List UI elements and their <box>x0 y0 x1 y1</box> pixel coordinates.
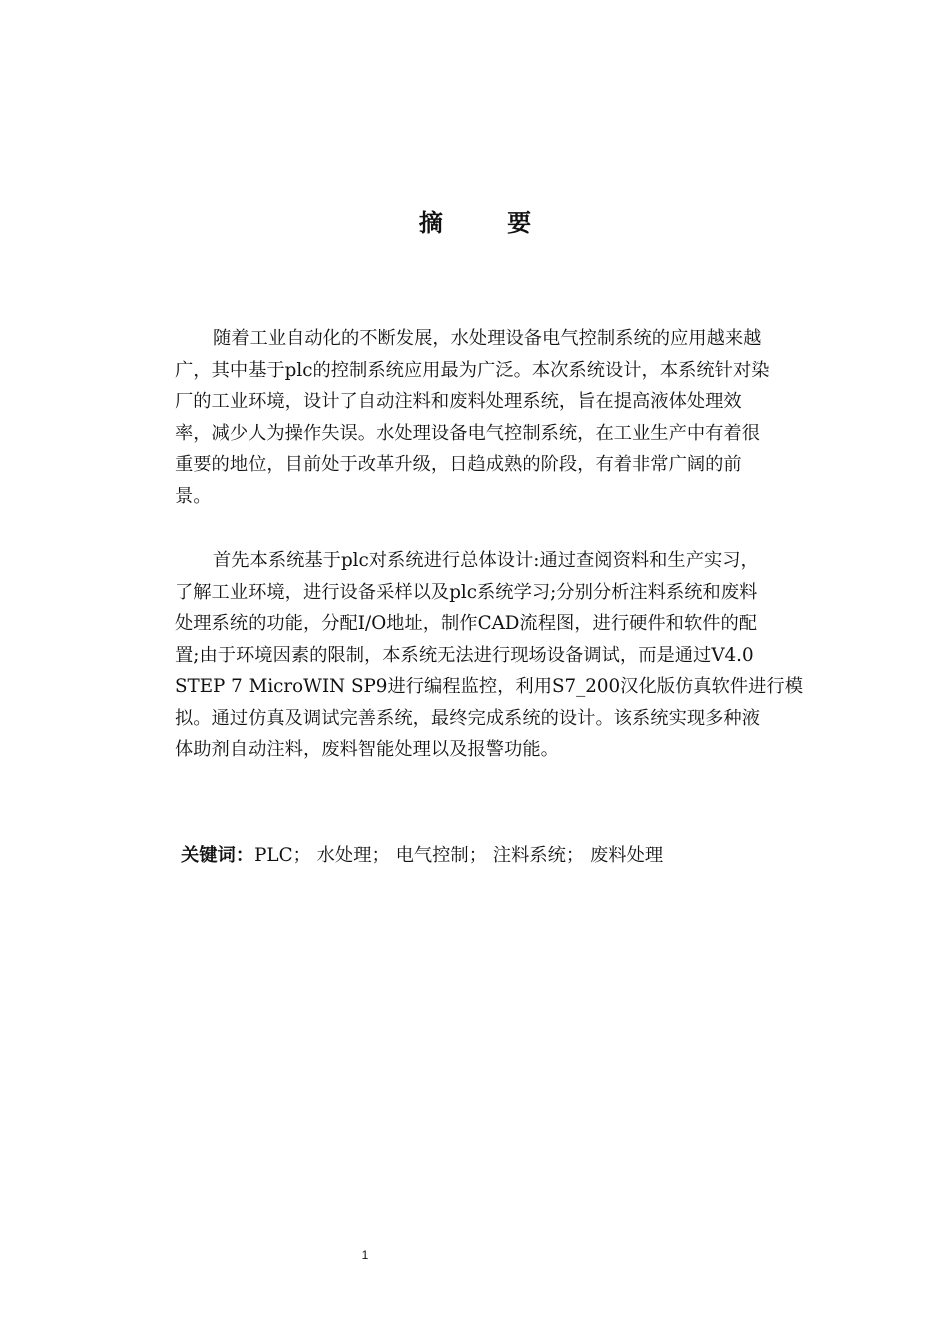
paragraph-line: 处理系统的功能，分配I/O地址，制作CAD流程图，进行硬件和软件的配 <box>175 613 758 634</box>
paragraph-line: 首先本系统基于plc对系统进行总体设计:通过查阅资料和生产实习， <box>213 550 759 571</box>
abstract-paragraph-2 <box>175 545 815 766</box>
paragraph-line: 了解工业环境，进行设备采样以及plc系统学习;分别分析注料系统和废料 <box>175 581 758 603</box>
paragraph-line: 重要的地位，目前处于改革升级，日趋成熟的阶段，有着非常广阔的前 <box>175 454 742 475</box>
paragraph-line: 景。 <box>175 485 212 507</box>
paragraph-line: 体助剂自动注料，废料智能处理以及报警功能。 <box>175 739 559 760</box>
paragraph-line: 率，减少人为操作失误。水处理设备电气控制系统，在工业生产中有着很 <box>175 422 760 444</box>
paragraph-line: 随着工业自动化的不断发展，水处理设备电气控制系统的应用越来越 <box>213 328 762 349</box>
paragraph-line: 厂的工业环境，设计了自动注料和废料处理系统，旨在提高液体处理效 <box>175 391 742 412</box>
page-title: 摘 要 <box>418 209 560 237</box>
paragraph-line: 拟。通过仿真及调试完善系统，最终完成系统的设计。该系统实现多种液 <box>175 707 760 729</box>
keywords-label: 关键词： <box>181 845 255 866</box>
paragraph-line: 置;由于环境因素的限制，本系统无法进行现场设备调试，而是通过V4.0 <box>175 644 754 666</box>
keywords-line <box>181 841 663 871</box>
page-number: 1 <box>361 1248 369 1262</box>
paragraph-line: 广，其中基于plc的控制系统应用最为广泛。本次系统设计，本系统针对染 <box>175 359 770 381</box>
abstract-paragraph-1 <box>175 323 815 512</box>
keywords-list: PLC； 水处理； 电气控制； 注料系统； 废料处理 <box>254 845 664 866</box>
paragraph-line: STEP 7 MicroWIN SP9进行编程监控，利用S7_200汉化版仿真软件进行模 <box>175 676 803 697</box>
